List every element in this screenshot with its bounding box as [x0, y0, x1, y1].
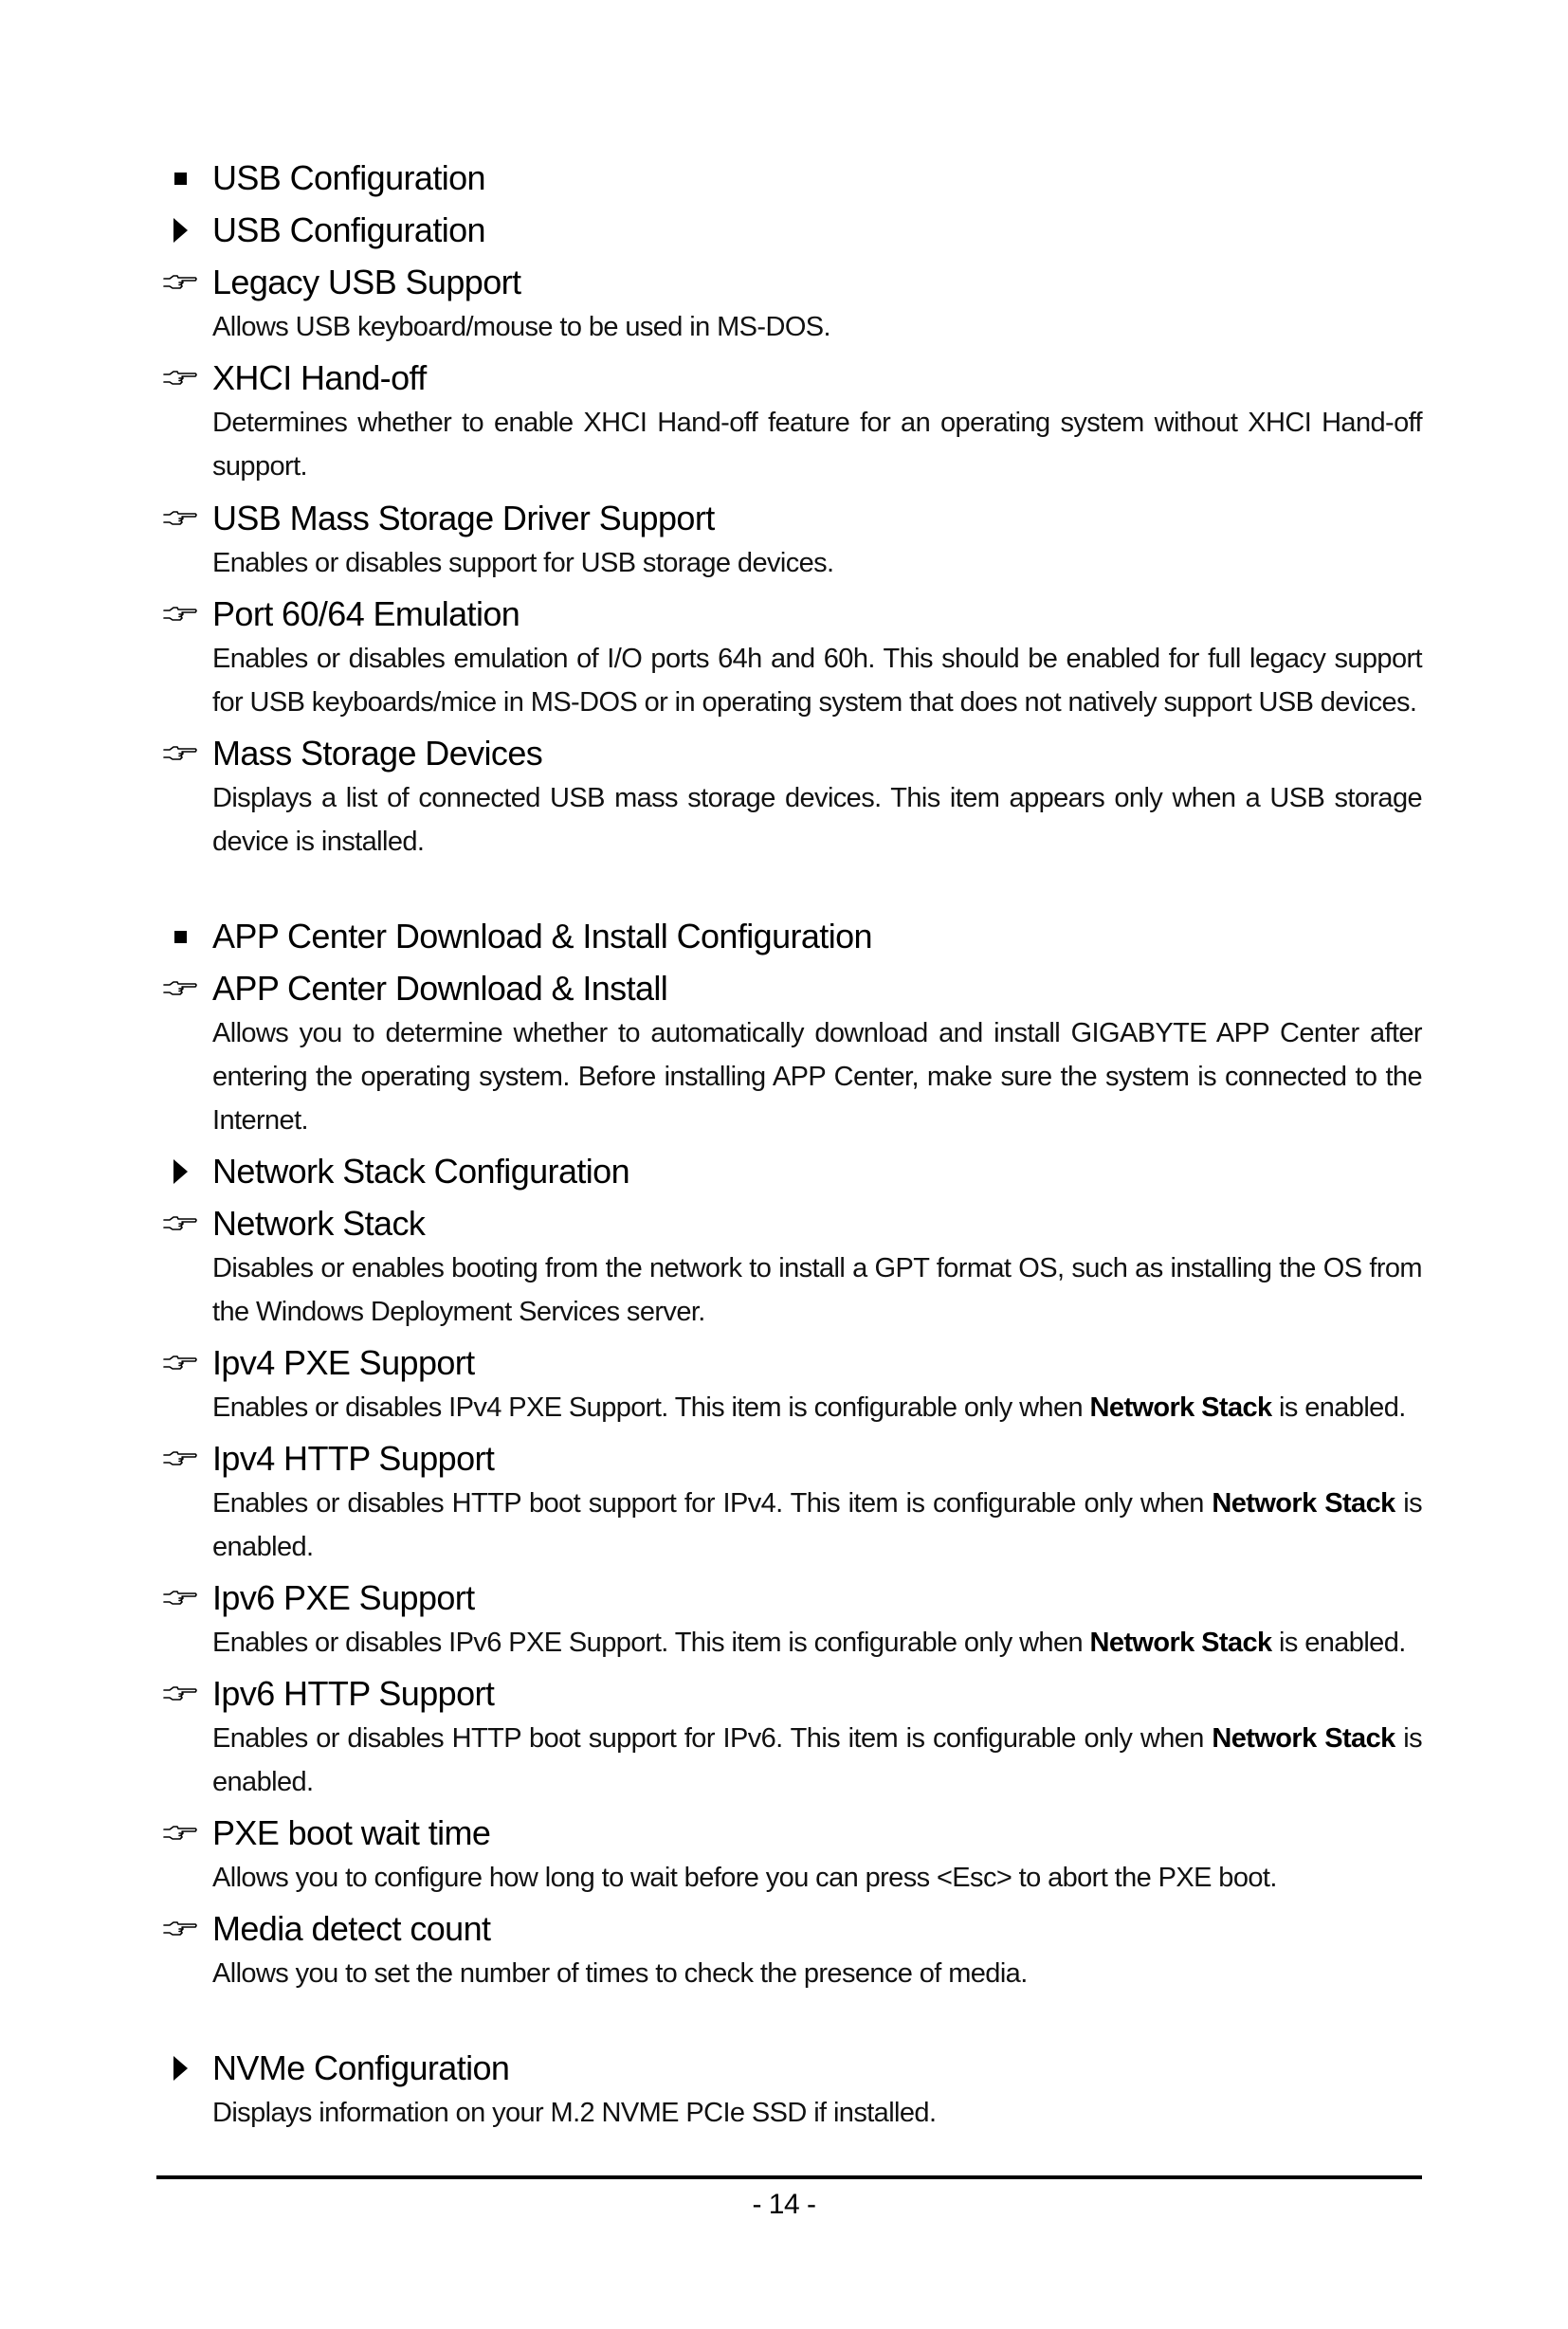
pointing-hand-icon [152, 968, 209, 1010]
item-description: Allows you to determine whether to automatically download and install GIGABYTE APP Center after entering the operating system. Before installing APP Center, make sure the system is connected to the Internet. [212, 1018, 1422, 1136]
item-heading: USB Mass Storage Driver Support [212, 499, 715, 537]
item-heading: APP Center Download & Install [212, 969, 668, 1008]
triangle-bullet-icon [152, 209, 209, 251]
item-heading: Ipv6 PXE Support [212, 1578, 475, 1617]
pointing-hand-icon [152, 1908, 209, 1950]
item-heading: Ipv4 HTTP Support [212, 1439, 495, 1478]
item-heading: PXE boot wait time [212, 1813, 491, 1852]
bold-term: Network Stack [1212, 1488, 1395, 1519]
item-description: Allows USB keyboard/mouse to be used in MS-DOS. [212, 312, 830, 342]
item-heading: Mass Storage Devices [212, 734, 543, 773]
item-description: Displays a list of connected USB mass storage devices. This item appears only when a USB storage device is installed. [212, 783, 1422, 857]
pointing-hand-icon [152, 593, 209, 635]
pointing-hand-icon [152, 733, 209, 774]
section-heading: USB Configuration [212, 158, 485, 197]
item-description: Enables or disables support for USB storage devices. [212, 548, 834, 578]
item-description: Disables or enables booting from the network to install a GPT format OS, such as installing the OS from the Windows Deployment Services server. [212, 1253, 1422, 1327]
item-heading: Port 60/64 Emulation [212, 594, 520, 633]
pointing-hand-icon [152, 1577, 209, 1619]
item-description: Enables or disables HTTP boot support for IPv4. This item is configurable only when Network Stack is enabled. [212, 1488, 1422, 1562]
item-description: Allows you to configure how long to wait before you can press <Esc> to abort the PXE boot. [212, 1863, 1277, 1893]
item-description: Enables or disables IPv4 PXE Support. This item is configurable only when Network Stack is enabled. [212, 1392, 1406, 1423]
pointing-hand-icon [152, 1812, 209, 1854]
pointing-hand-icon [152, 1342, 209, 1384]
footer-rule [156, 2175, 1422, 2179]
triangle-bullet-icon [152, 1151, 209, 1192]
submenu-heading: NVMe Configuration [212, 2048, 510, 2087]
bold-term: Network Stack [1212, 1723, 1395, 1754]
item-description: Determines whether to enable XHCI Hand-off feature for an operating system without XHCI Hand-off support. [212, 408, 1422, 482]
item-description: Enables or disables HTTP boot support for IPv6. This item is configurable only when Network Stack is enabled. [212, 1723, 1422, 1797]
pointing-hand-icon [152, 1203, 209, 1245]
pointing-hand-icon [152, 1673, 209, 1715]
item-description: Allows you to set the number of times to check the presence of media. [212, 1958, 1028, 1989]
pointing-hand-icon [152, 357, 209, 399]
section-heading: APP Center Download & Install Configuration [212, 917, 872, 955]
submenu-heading: USB Configuration [212, 210, 485, 249]
item-description: Displays information on your M.2 NVME PCIe SSD if installed. [212, 2098, 937, 2128]
triangle-bullet-icon [152, 2047, 209, 2089]
item-description: Enables or disables IPv6 PXE Support. This item is configurable only when Network Stack is enabled. [212, 1628, 1406, 1658]
item-heading: Ipv4 PXE Support [212, 1343, 475, 1382]
bold-term: Network Stack [1089, 1392, 1272, 1423]
pointing-hand-icon [152, 1438, 209, 1480]
bold-term: Network Stack [1089, 1628, 1272, 1658]
pointing-hand-icon [152, 262, 209, 303]
square-bullet-icon [152, 916, 209, 957]
item-heading: Network Stack [212, 1204, 426, 1243]
pointing-hand-icon [152, 498, 209, 539]
item-description: Enables or disables emulation of I/O ports 64h and 60h. This should be enabled for full legacy support for USB keyboards/mice in MS-DOS or in operating system that does not natively support USB devices. [212, 644, 1422, 718]
item-heading: Legacy USB Support [212, 263, 521, 301]
item-heading: Ipv6 HTTP Support [212, 1674, 495, 1713]
page-number: - 14 - [752, 2189, 816, 2220]
submenu-heading: Network Stack Configuration [212, 1152, 630, 1191]
item-heading: XHCI Hand-off [212, 358, 427, 397]
item-heading: Media detect count [212, 1909, 491, 1948]
square-bullet-icon [152, 157, 209, 199]
